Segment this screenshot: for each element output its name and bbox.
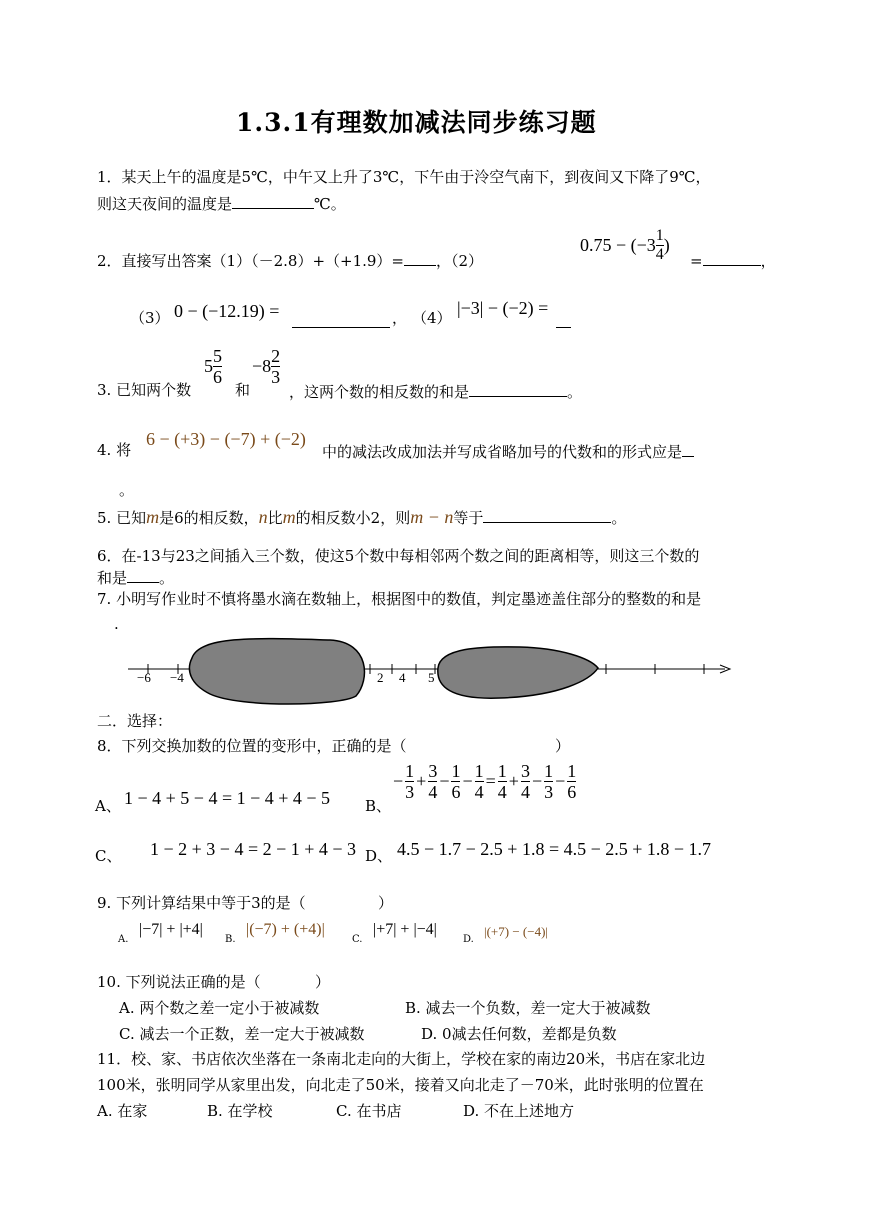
- q11-line1: 11．校、家、书店依次坐落在一条南北走向的大街上，学校在家的南边20米，书店在家北边: [97, 1050, 706, 1068]
- q2-lead: [97, 249, 483, 271]
- q6-end: 。: [159, 569, 175, 587]
- option-b-label: B、: [365, 797, 392, 815]
- q1-line1: 1．某天上午的温度是5℃，中午又上升了3℃，下午由于泠空气南下，到夜间又下降了9℃，: [97, 168, 711, 186]
- q9-option-d-label: D.: [463, 934, 474, 945]
- whole-part: −8: [252, 356, 272, 376]
- option-a-label: A、: [95, 797, 121, 815]
- q11-option-c: C. 在书店: [336, 1102, 402, 1120]
- q2-p3: （3）: [130, 309, 170, 327]
- q2-expr2: [580, 228, 670, 263]
- section-heading: 二．选择：: [97, 712, 173, 730]
- option-c-label: C、: [95, 847, 122, 865]
- option-d-label: D、: [365, 847, 393, 865]
- option-c-expr: 1 − 2 + 3 − 4 = 2 − 1 + 4 − 3: [150, 839, 357, 859]
- q8-close: ）: [555, 737, 571, 755]
- expression-m-minus-n: m − n: [410, 507, 454, 527]
- q3-and: 和: [235, 381, 251, 399]
- option-d-expr: 4.5 − 1.7 − 2.5 + 1.8 = 4.5 − 2.5 + 1.8 − 1.7: [397, 839, 712, 859]
- q2-fraction: [656, 228, 664, 263]
- q2-eq: [690, 249, 776, 271]
- q5-text: 等于: [453, 509, 484, 527]
- variable-m: m: [282, 507, 296, 527]
- q2-close-paren: ): [663, 235, 670, 255]
- q8-lead: 8．下列交换加数的位置的变形中，正确的是（: [97, 737, 407, 755]
- q10-option-d: D. 0减去任何数，差都是负数: [421, 1025, 617, 1043]
- q4-lead: 4. 将: [97, 441, 132, 459]
- fraction-numerator: 2: [271, 346, 281, 366]
- q6-line1: 6．在-13与23之间插入三个数，使这5个数中每相邻两个数之间的距离相等，则这三个数的: [97, 547, 700, 565]
- q5-text: 是6的相反数，: [159, 509, 259, 527]
- q4-tail: 中的减法改成加法并写成省略加号的代数和的形式应是: [322, 443, 683, 461]
- answer-blank[interactable]: [483, 506, 611, 523]
- answer-blank[interactable]: [682, 440, 694, 457]
- q3-end: 。: [567, 383, 583, 401]
- ink-blot-left: [189, 639, 364, 704]
- fraction-denominator: 4: [655, 246, 664, 263]
- q11-option-b: B. 在学校: [207, 1102, 273, 1120]
- q2-sep: ，（2）: [436, 252, 484, 270]
- answer-blank[interactable]: [127, 566, 159, 583]
- q9-lead: 9. 下列计算结果中等于3的是（: [97, 894, 306, 912]
- answer-blank[interactable]: [703, 249, 761, 266]
- q2-p4: （4）: [412, 309, 452, 327]
- fraction-numerator: 1: [655, 227, 664, 244]
- tick-label: −6: [137, 670, 151, 685]
- whole-part: 5: [204, 356, 213, 376]
- q10-lead: 10. 下列说法正确的是（: [97, 973, 261, 991]
- q4-expr: 6 − (+3) − (−7) + (−2): [146, 429, 306, 449]
- q1-unit: ℃。: [314, 195, 346, 213]
- q2-expr3: 0 − (−12.19) =: [174, 301, 280, 321]
- q11-option-d: D. 不在上述地方: [463, 1102, 575, 1120]
- mixed-number-1: [204, 347, 222, 386]
- equals-sign: =: [690, 252, 703, 270]
- q3-tail: ，这两个数的相反数的和是: [289, 383, 470, 401]
- variable-n: n: [258, 507, 268, 527]
- page-title: 1.3.1有理数加减法同步练习题: [236, 108, 597, 137]
- q9-option-c-label: C.: [352, 934, 363, 945]
- answer-blank[interactable]: [469, 380, 567, 397]
- option-b-expr: − $\frac{1}{3}$ + $\frac{3}{4}$ − $\frac{1}{6}$ − $\frac{1}{4}$ = $\frac{1}{4}$ + $\frac{3}{4}$ − $\frac{1}{3}$ − $\frac{1}{6}$: [393, 761, 577, 802]
- fraction-denominator: 6: [213, 367, 222, 387]
- q5-line: [97, 506, 626, 528]
- option-a-expr: 1 − 4 + 5 − 4 = 1 − 4 + 4 − 5: [124, 788, 331, 808]
- q7-line1: 7. 小明写作业时不慎将墨水滴在数轴上，根据图中的数值，判定墨迹盖住部分的整数的和是: [97, 590, 702, 608]
- fraction: [213, 347, 222, 386]
- q5-lead: 5. 已知: [97, 509, 147, 527]
- q2-text: 2．直接写出答案（1）（－2.8）+（+1.9）=: [97, 252, 405, 270]
- tick-label: 5: [428, 670, 435, 685]
- q5-text: 的相反数小2，则: [295, 509, 411, 527]
- q10-option-b: B. 减去一个负数，差一定大于被减数: [405, 999, 651, 1017]
- q11-option-a: A. 在家: [97, 1102, 148, 1120]
- fraction: [271, 347, 280, 386]
- fraction-numerator: 5: [213, 346, 222, 366]
- q4-tail-line: [322, 440, 694, 462]
- answer-blank[interactable]: [556, 311, 571, 328]
- q9-option-d-expr: |(+7) − (−4)|: [484, 924, 549, 939]
- q9-close: ）: [378, 894, 394, 912]
- q2-end: ，: [760, 252, 776, 270]
- q10-option-c: C. 减去一个正数，差一定大于被减数: [119, 1025, 365, 1043]
- q6-line2: [97, 566, 174, 588]
- fraction-denominator: 3: [271, 367, 281, 387]
- q1-line2: [97, 192, 346, 214]
- q11-line2: 100米，张明同学从家里出发，向北走了50米，接着又向北走了－70米，此时张明的位置在: [97, 1076, 704, 1094]
- answer-blank[interactable]: [232, 192, 314, 209]
- q3-lead: 3. 已知两个数: [97, 381, 192, 399]
- q9-option-a-label: A.: [118, 934, 129, 945]
- variable-m: m: [146, 507, 160, 527]
- q10-option-a: A. 两个数之差一定小于被减数: [119, 999, 320, 1017]
- ink-blot-right: [438, 647, 598, 698]
- q10-close: ）: [315, 973, 331, 991]
- mixed-number-2: [252, 347, 280, 386]
- q9-option-a-expr: |−7| + |+4|: [139, 921, 203, 938]
- q9-option-c-expr: |+7| + |−4|: [373, 921, 437, 938]
- q5-text: 比: [267, 509, 283, 527]
- q4-end: 。: [119, 481, 135, 499]
- tick-label: 4: [399, 670, 406, 685]
- q2-expr2-text: 0.75 − (−3: [580, 235, 656, 255]
- q7-line2: .: [114, 615, 119, 633]
- tick-label: −4: [170, 670, 184, 685]
- answer-blank[interactable]: [292, 311, 390, 328]
- q1-text: 则这天夜间的温度是: [97, 195, 233, 213]
- q3-tail-line: [289, 380, 582, 402]
- q6-text: 和是: [97, 569, 128, 587]
- tick-label: 2: [377, 670, 384, 685]
- q2-expr4: |−3| − (−2) =: [457, 298, 549, 318]
- q9-option-b-expr: |(−7) + (+4)|: [246, 921, 325, 938]
- q5-end: 。: [611, 509, 627, 527]
- q9-option-b-label: B.: [225, 934, 236, 945]
- answer-blank[interactable]: [404, 249, 436, 266]
- number-line-figure: [120, 630, 740, 710]
- q2-comma: ，: [392, 309, 408, 327]
